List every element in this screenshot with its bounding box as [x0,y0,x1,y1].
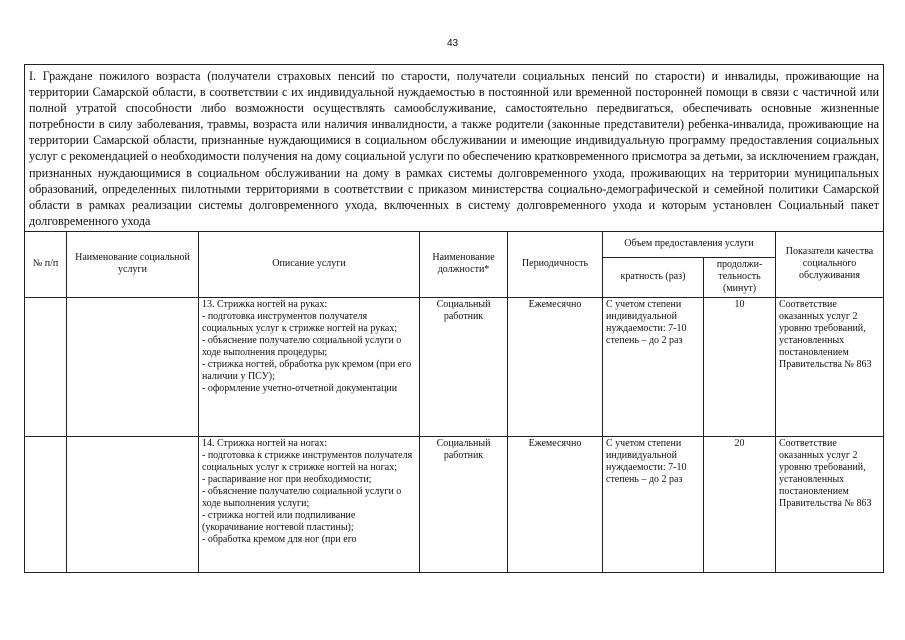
category-intro-text: I. Граждане пожилого возраста (получатели страховых пенсий по старости, получатели социальных пенсий по старости) и инвалиды, проживающие на территории Самарской области, в соответствии с их индивидуальной нуждаемостью в постоянной или временной посторонней помощи в связи с частичной или полной утратой способности либо возможности осуществлять самообслуживание, самостоятельно передвигаться, обеспечивать основные жизненные потребности в силу заболевания, травмы, возраста или наличия инвалидности, а также родители (законные представители) ребенка-инвалида, проживающие на территории Самарской области, признанные нуждающимися в социальном обслуживании и имеющие индивидуальную программу предоставления социальных услуг с рекомендацией о необходимости получения на дому социальной услуги по обеспечению кратковременного присмотра за детьми, за исключением граждан, признанных нуждающимися в социальном обслуживании на дому в рамках системы долговременного ухода, проживающих на территории муниципальных образований, определенных пилотными территориями в соответствии с приказом министерства социально-демографической и семейной политики Самарской области в рамках реализации системы долговременного ухода, включенных в систему долговременного ухода и которым установлен Социальный пакет долговременного ухода [25,65,884,232]
row-quality: Соответствие оказанных услуг 2 уровню требований, установленных постановлением Правительства № 863 [776,297,884,436]
header-name: Наименование социальной услуги [67,231,199,297]
header-quality: Показатели качества социального обслуживания [776,231,884,297]
description-line: - обработка кремом для ног (при его [202,533,357,545]
intro-row [25,65,884,232]
description-line: - стрижка ногтей, обработка рук кремом (при его наличии у ПСУ); [202,358,412,382]
row-duration: 10 [704,297,776,436]
header-row-1 [25,231,884,257]
row-num [25,436,67,572]
description-line: - стрижка ногтей или подпиливание (укорачивание ногтевой пластины); [202,509,356,533]
description-line: 13. Стрижка ногтей на руках: [202,298,328,310]
services-table [24,64,884,573]
description-line: - объяснение получателю социальной услуги о ходе выполнения услуги; [202,485,402,509]
description-line: - объяснение получателю социальной услуги о ходе выполнения процедуры; [202,334,402,358]
header-volume: Объем предоставления услуги [603,231,776,257]
header-duration: продолжи-тельность (минут) [704,257,776,297]
row-description [199,436,420,572]
header-num: № п/п [25,231,67,297]
header-position: Наименование должности* [420,231,508,297]
row-duration: 20 [704,436,776,572]
header-multiplicity: кратность (раз) [603,257,704,297]
description-line: - оформление учетно-отчетной документации [202,382,398,394]
row-quality: Соответствие оказанных услуг 2 уровню требований, установленных постановлением Правительства № 863 [776,436,884,572]
description-line: - подготовка к стрижке инструментов получателя социальных услуг к стрижке ногтей на ногах; [202,449,413,473]
row-multiplicity: С учетом степени индивидуальной нуждаемости: 7-10 степень – до 2 раз [603,436,704,572]
row-multiplicity: С учетом степени индивидуальной нуждаемости: 7-10 степень – до 2 раз [603,297,704,436]
row-position: Социальный работник [420,436,508,572]
row-service-name [67,436,199,572]
page-number: 43 [446,38,459,49]
row-frequency: Ежемесячно [508,436,603,572]
description-line: 14. Стрижка ногтей на ногах: [202,437,328,449]
row-num [25,297,67,436]
description-line: - подготовка инструментов получателя социальных услуг к стрижке ногтей на руках; [202,310,398,334]
description-line: - распаривание ног при необходимости; [202,473,372,485]
row-service-name [67,297,199,436]
row-position: Социальный работник [420,297,508,436]
header-description: Описание услуги [199,231,420,297]
row-description [199,297,420,436]
row-frequency: Ежемесячно [508,297,603,436]
header-frequency: Периодичность [508,231,603,297]
table-row [25,436,884,572]
table-row [25,297,884,436]
